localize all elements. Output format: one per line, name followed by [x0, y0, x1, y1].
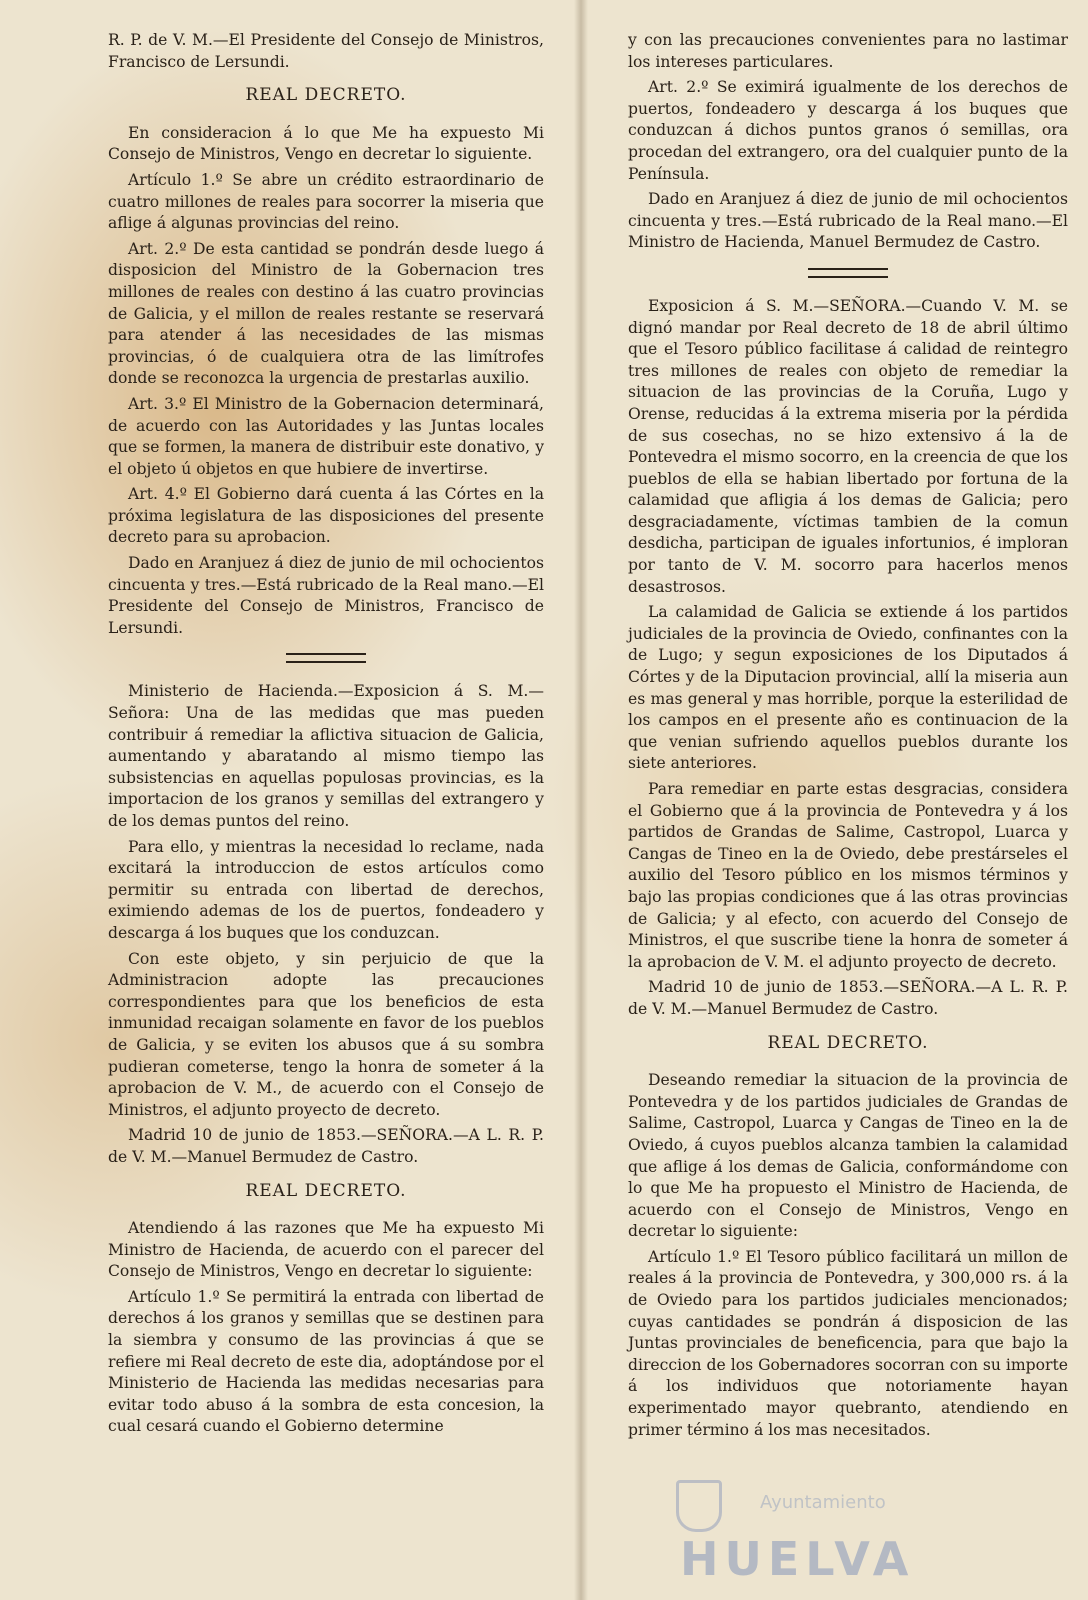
archive-shield-icon — [676, 1480, 722, 1532]
paragraph: Art. 2.º Se eximirá igualmente de los derechos de puertos, fondeadero y descarga á los buques que conduzcan á dichos puntos granos ó semillas, ora procedan del extrangero, ora del cualquier punto de la Península. — [628, 78, 1068, 183]
section-heading: REAL DECRETO. — [245, 85, 407, 106]
section-heading: REAL DECRETO. — [767, 1032, 929, 1053]
paragraph: Ministerio de Hacienda.—Exposicion á S. M.—Señora: Una de las medidas que mas pueden contribuir á remediar la aflictiva situacion de Galicia, aumentando y abaratando al mismo tiempo las subsistencias en aquellas populosas provincias, es la importacion de los granos y semillas del extrangero y de los demas puntos del reino. — [108, 682, 544, 830]
section-divider — [808, 268, 888, 278]
paragraph: Art. 4.º El Gobierno dará cuenta á las Córtes en la próxima legislatura de las disposiciones del presente decreto para su aprobacion. — [108, 485, 544, 547]
paragraph: Para remediar en parte estas desgracias, considera el Gobierno que á la provincia de Pontevedra y á los partidos de Grandas de Salime, Castropol, Luarca y Cangas de Tineo en la de Oviedo, debe prestárseles el auxilio del Tesoro público en los mismos términos y bajo las propias condiciones que á las otras provincias de Galicia; y al efecto, con acuerdo del Consejo de Ministros, el que suscribe tiene la honra de someter á la aprobacion de V. M. el adjunto proyecto de decreto. — [628, 780, 1068, 971]
paragraph: Exposicion á S. M.—SEÑORA.—Cuando V. M. se dignó mandar por Real decreto de 18 de abril último que el Tesoro público facilitase á calidad de reintegro tres millones de reales con objeto de remediar la situacion de las provincias de la Coruña, Lugo y Orense, reducidas á la extrema miseria por la pérdida de sus cosechas, no se hizo extensivo á la de Pontevedra el mismo socorro, en la creencia de que los pueblos de ella se habian libertado por fortuna de la calamidad que afligia á los demas de Galicia; pero desgraciadamente, víctimas tambien de la comun desdicha, participan de iguales infortunios, é imploran por tanto de V. M. socorro para hacerlos menos desastrosos. — [628, 296, 1068, 596]
paragraph: R. P. de V. M.—El Presidente del Consejo de Ministros, Francisco de Lersundi. — [108, 31, 544, 71]
left-column — [108, 30, 544, 1442]
paragraph: Atendiendo á las razones que Me ha expuesto Mi Ministro de Hacienda, de acuerdo con el parecer del Consejo de Ministros, Vengo en decretar lo siguiente: — [108, 1219, 544, 1281]
section-heading: REAL DECRETO. — [245, 1180, 407, 1201]
paragraph: Dado en Aranjuez á diez de junio de mil ochocientos cincuenta y tres.—Está rubricado de la Real mano.—El Presidente del Consejo de Ministros, Francisco de Lersundi. — [108, 554, 544, 637]
paragraph: Deseando remediar la situacion de la provincia de Pontevedra y de los partidos judiciales de Grandas de Salime, Castropol, Luarca y Cangas de Tineo en la de Oviedo, á cuyos pueblos alcanza tambien la calamidad que aflige á los demas de Galicia, conformándome con lo que Me ha propuesto el Ministro de Hacienda, de acuerdo con el Consejo de Ministros, Vengo en decretar lo siguiente: — [628, 1071, 1068, 1241]
section-divider — [286, 653, 366, 663]
paragraph: Art. 2.º De esta cantidad se pondrán desde luego á disposicion del Ministro de la Gobernacion tres millones de reales con destino á las cuatro provincias de Galicia, y el millon de reales restante se reservará para atender á las necesidades de las mismas provincias, ó de cualquiera otra de las limítrofes donde se reconozca la urgencia de prestarlas auxilio. — [108, 239, 544, 388]
paragraph: La calamidad de Galicia se extiende á los partidos judiciales de la provincia de Oviedo, confinantes con la de Lugo; y segun exposiciones de los Diputados á Córtes y de la Diputacion provincial, allí la miseria aun es mas general y mas horrible, porque la esterilidad de los campos en el presente año es continuacion de la que venian sufriendo aquellos pueblos durante los siete anteriores. — [628, 603, 1068, 773]
paragraph: Madrid 10 de junio de 1853.—SEÑORA.—A L. R. P. de V. M.—Manuel Bermudez de Castro. — [108, 1126, 544, 1166]
paragraph: Madrid 10 de junio de 1853.—SEÑORA.—A L. R. P. de V. M.—Manuel Bermudez de Castro. — [628, 978, 1068, 1018]
watermark-subtitle: Ayuntamiento — [760, 1492, 886, 1513]
paragraph: Dado en Aranjuez á diez de junio de mil ochocientos cincuenta y tres.—Está rubricado de la Real mano.—El Ministro de Hacienda, Manuel Bermudez de Castro. — [628, 190, 1068, 252]
right-column — [628, 30, 1068, 1445]
paragraph: En consideracion á lo que Me ha expuesto Mi Consejo de Ministros, Vengo en decretar lo siguiente. — [108, 123, 544, 164]
page-fold — [574, 0, 588, 1600]
paragraph: Artículo 1.º Se abre un crédito estraordinario de cuatro millones de reales para socorrer la miseria que aflige á algunas provincias del reino. — [108, 170, 544, 233]
paragraph: Artículo 1.º El Tesoro público facilitará un millon de reales á la provincia de Pontevedra, y 300,000 rs. á la de Oviedo para los partidos judiciales mencionados; cuyas cantidades se pondrán á disposicion de las Juntas provinciales de beneficencia, para que bajo la direccion de los Gobernadores socorran con su importe á los individuos que notoriamente hayan experimentado mayor quebranto, atendiendo en primer término á los mas necesitados. — [628, 1247, 1068, 1439]
paragraph: Para ello, y mientras la necesidad lo reclame, nada excitará la introduccion de estos artículos como permitir su entrada con libertad de derechos, eximiendo ademas de los de puertos, fondeadero y descarga á los buques que los conduzcan. — [108, 837, 544, 942]
archive-watermark: HUELVA — [680, 1532, 915, 1586]
paragraph: Artículo 1.º Se permitirá la entrada con libertad de derechos á los granos y semillas que se destinen para la siembra y consumo de las provincias á que se refiere mi Real decreto de este dia, adoptándose por el Ministerio de Hacienda las medidas necesarias para evitar todo abuso á la sombra de esta concesion, la cual cesará cuando el Gobierno determine — [108, 1287, 544, 1436]
paragraph: Art. 3.º El Ministro de la Gobernacion determinará, de acuerdo con las Autoridades y las Juntas locales que se formen, la manera de distribuir este donativo, y el objeto ú objetos en que hubiere de invertirse. — [108, 394, 544, 478]
paragraph: Con este objeto, y sin perjuicio de que la Administracion adopte las precauciones correspondientes para que los beneficios de esta inmunidad recaigan solamente en favor de los pueblos de Galicia, y se eviten los abusos que á su sombra pudieran cometerse, tengo la honra de someter á la aprobacion de V. M., de acuerdo con el Consejo de Ministros, el adjunto proyecto de decreto. — [108, 949, 544, 1119]
paragraph: y con las precauciones convenientes para no lastimar los intereses particulares. — [628, 31, 1068, 71]
